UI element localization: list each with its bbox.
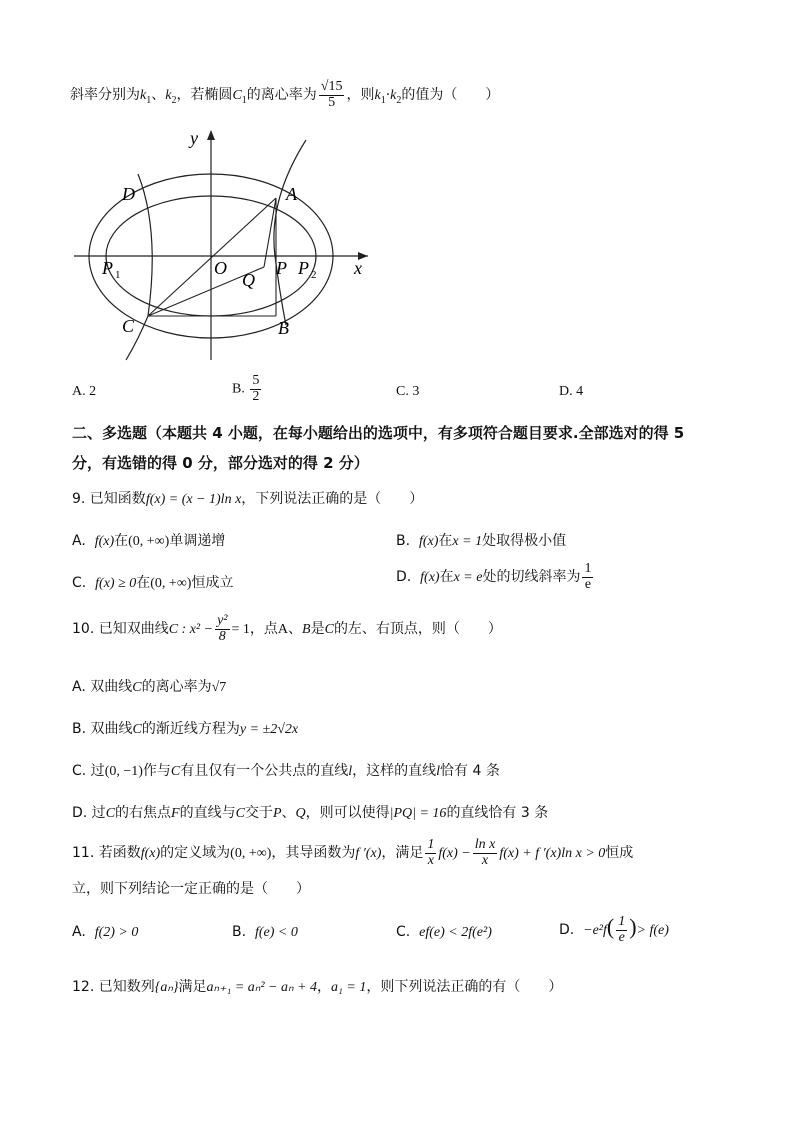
q9-option-d (396, 562, 595, 592)
q10-c-pt: (0, −1) (104, 764, 143, 779)
c1: C (232, 88, 242, 104)
q10-d-text5: ，则可以使得 (305, 805, 390, 821)
q9-option-b (396, 530, 566, 550)
q9-a-tail: 单调递增 (169, 533, 226, 549)
q8-stem-a: 斜率分别为 (70, 87, 140, 104)
q10-y-den: 8 (218, 628, 226, 644)
label-c: C (122, 316, 135, 336)
q10-b-val: y = ±2√2x (239, 722, 299, 737)
q11-text-b: ，其导函数为 (271, 845, 356, 862)
q11-d-label: D. (559, 922, 575, 938)
q11-d-a: −e²f (583, 923, 607, 938)
q9-a-label: A. (72, 533, 86, 549)
c1-sub: 1 (241, 94, 247, 106)
q11-a: f(2) > 0 (94, 925, 139, 940)
q9-b-f: f(x) (418, 534, 439, 549)
k1-sub: 1 (146, 94, 152, 106)
q11-d-num: 1 (618, 913, 626, 929)
q10-b-c: C (132, 722, 142, 737)
q11-frac2-num: ln x (474, 837, 496, 852)
q9-b-label: B. (396, 533, 411, 549)
q10-tail-b: 是 (310, 621, 325, 638)
q11-mid1: f(x) − (438, 846, 471, 862)
q10-c-c: C (170, 764, 181, 779)
q9-d-tail: 处的切线斜率为 (482, 569, 581, 586)
label-p: P (276, 258, 287, 278)
q9-d-label: D. (396, 569, 412, 586)
label-p1-sub: 1 (115, 269, 121, 281)
b-den: 2 (252, 388, 260, 404)
label-x: x (354, 258, 362, 278)
q11-dom: (0, +∞) (230, 846, 272, 862)
ellipse-diagram (68, 120, 378, 370)
q10-c-text2: 作与 (142, 763, 171, 779)
label-p1: P (102, 258, 113, 278)
q10-a-tail: 的离心率为 (141, 679, 212, 695)
label-a: A (286, 184, 297, 204)
q10-num: 10. 已知双曲线 (72, 621, 169, 638)
y-arrow (207, 130, 215, 140)
q10-d-f: F (171, 806, 180, 821)
q9-func: f(x) = (x − 1)ln x (145, 492, 242, 507)
q10-sep: 、 (288, 621, 303, 638)
q12-num: 12. 已知数列 (72, 979, 155, 995)
q9-a-text: 在 (114, 533, 129, 549)
ecc-num: √15 (320, 79, 343, 94)
q9-d-text: 在 (439, 569, 454, 586)
section2-line2: 分，有选错的得 0 分，部分选对的得 2 分） (72, 454, 369, 472)
k2b: k (390, 88, 397, 104)
k2-sub: 2 (171, 94, 177, 106)
q9-a-int: (0, +∞) (128, 534, 170, 549)
q10-pt-a: A (277, 622, 289, 638)
q12-init: a₁ = 1 (331, 980, 367, 995)
label-y: y (190, 128, 198, 148)
q11-option-c (396, 924, 492, 941)
k1b-sub: 1 (380, 94, 386, 106)
sep: 、 (151, 87, 166, 104)
q8-stem-e: 的值为（ ） (401, 87, 500, 104)
q11-fx: f(x) (140, 846, 161, 862)
q11-line2: 立，则下列结论一定正确的是（ ） (72, 881, 310, 897)
q12-stem (72, 976, 562, 996)
q11-a-label: A. (72, 924, 86, 940)
q10-c-text3: 有且仅有一个公共点的直线 (180, 763, 349, 779)
q10-d-val: |PQ| = 16 (389, 806, 447, 821)
q10-tail-c: 的左、右顶点，则（ ） (333, 621, 502, 638)
dot: · (385, 87, 391, 104)
right-curve (274, 140, 306, 325)
q10-c-l2: l (436, 764, 441, 779)
q9-c-f: f(x) ≥ 0 (95, 576, 137, 591)
k1b: k (374, 88, 381, 104)
q11-text-a: 的定义域为 (160, 845, 231, 862)
q8-option-d: D. 4 (559, 384, 584, 399)
q10-curve-a: C : x² − (168, 622, 214, 638)
q9-tail: ，下列说法正确的是（ ） (241, 491, 424, 507)
q9-d-cond: x = e (453, 570, 483, 586)
q10-d-text2: 的右焦点 (115, 805, 172, 821)
q10-option-d (72, 802, 548, 822)
q11-num: 11. 若函数 (72, 845, 141, 862)
q11-d-frac (616, 915, 627, 945)
q8-option-b (232, 374, 263, 404)
q8-option-b-label: B. (232, 381, 245, 397)
q11-option-a (72, 924, 138, 941)
q10-option-c (72, 760, 500, 780)
ecc-fraction (319, 80, 345, 110)
q10-d-c: C (105, 806, 116, 821)
label-d: D (122, 184, 135, 204)
k2b-sub: 2 (396, 94, 402, 106)
q8-stem-b: ，若椭圆 (176, 87, 233, 104)
q10-b-tail: 的渐近线方程为 (141, 721, 240, 737)
q9-b-tail: 处取得极小值 (482, 533, 567, 549)
label-p2: P (298, 258, 309, 278)
q10-option-a (72, 676, 226, 696)
ecc-den: 5 (328, 94, 336, 110)
q10-d-sep: 、 (281, 805, 296, 821)
q10-d-tail: 的直线恰有 3 条 (446, 805, 549, 821)
q11-c: ef(e) < 2f(e²) (419, 925, 492, 940)
k2: k (165, 88, 172, 104)
q9-c-label: C. (72, 575, 87, 591)
q11-mid2: f(x) + f ′(x)ln x > 0 (499, 846, 606, 862)
k1: k (140, 88, 147, 104)
q10-b-text: B. 双曲线 (72, 721, 133, 737)
q10-stem (72, 614, 502, 644)
q10-d-q: Q (295, 806, 306, 821)
q11-frac1-num: 1 (427, 837, 435, 852)
q9-c-text: 在 (136, 575, 151, 591)
q10-frac (215, 614, 229, 644)
q10-c: C (324, 622, 334, 638)
q10-a-val: √7 (211, 680, 227, 695)
q10-c-text: C. 过 (72, 763, 105, 779)
line-ca (148, 198, 276, 316)
q9-b-text: 在 (438, 533, 453, 549)
q10-d-c2: C (235, 806, 245, 821)
label-q: Q (242, 270, 255, 290)
q10-d-text3: 的直线与 (179, 805, 236, 821)
label-o: O (214, 258, 227, 278)
q12-tail: ，则下列说法正确的有（ ） (366, 979, 563, 995)
q12-rec: aₙ₊₁ = aₙ² − aₙ + 4 (206, 980, 318, 995)
q10-c-tail: 恰有 4 条 (440, 763, 500, 779)
label-p2-sub: 2 (311, 269, 317, 281)
q11-text-c: ，满足 (381, 845, 424, 862)
q11-frac2 (473, 838, 498, 868)
q11-option-b (232, 924, 298, 941)
q10-pt-b: B (302, 622, 311, 638)
q12-sep: ， (317, 979, 332, 995)
q8-stem (70, 80, 499, 111)
q10-d-text: D. 过 (72, 805, 106, 821)
q11-stem (72, 838, 633, 868)
q10-y-num: y² (217, 613, 228, 628)
q11-d-b: > f(e) (636, 923, 669, 938)
q8-stem-c: 的离心率为 (246, 87, 317, 104)
q11-fpx: f ′(x) (355, 846, 382, 862)
q10-tail-a: ，点 (249, 621, 278, 638)
q11-frac1-den: x (427, 852, 434, 868)
q9-b-cond: x = 1 (452, 534, 483, 549)
q10-d-text4: 交于 (244, 805, 273, 821)
q8-option-b-frac (250, 374, 261, 404)
q9-d-f: f(x) (420, 570, 440, 586)
q12-seq: {aₙ} (154, 980, 179, 995)
q9-d-frac (582, 562, 593, 592)
q9-c-int: (0, +∞) (150, 576, 192, 591)
q9-d-den: e (584, 576, 592, 592)
q9-a-f: f(x) (94, 534, 115, 549)
section2-line1: 二、多选题（本题共 4 小题，在每小题给出的选项中，有多项符合题目要求.全部选对的得 5 (72, 424, 685, 442)
q11-d-den: e (618, 929, 625, 945)
q11-frac2-den: x (481, 852, 489, 868)
q10-c-text4: ，这样的直线 (352, 763, 437, 779)
q9-option-c (72, 572, 233, 592)
q11-b: f(e) < 0 (254, 925, 298, 940)
q9-num: 9. 已知函数 (72, 491, 146, 507)
q9-stem (72, 488, 423, 508)
label-b: B (278, 318, 289, 338)
q11-text-d: 恒成 (605, 845, 634, 862)
q10-d-p: P (272, 806, 282, 821)
q11-c-label: C. (396, 924, 411, 940)
q9-c-tail: 恒成立 (191, 575, 234, 591)
q10-a-c: C (132, 680, 142, 695)
q9-d-num: 1 (584, 561, 592, 576)
q11-b-label: B. (232, 924, 247, 940)
b-num: 5 (252, 373, 260, 388)
q8-stem-d: ，则 (346, 87, 375, 104)
q12-text-a: 满足 (178, 979, 207, 995)
q9-option-a (72, 530, 225, 550)
q10-a-text: A. 双曲线 (72, 679, 133, 695)
q8-option-a: A. 2 (72, 384, 97, 399)
q10-c-l: l (348, 764, 353, 779)
q11-frac1 (425, 838, 436, 868)
q10-curve-b: = 1 (231, 622, 250, 638)
q8-option-c: C. 3 (396, 384, 420, 399)
q10-option-b (72, 718, 298, 738)
q11-option-d: D. −e²f( $\frac{1}{e}$ )> f(e) (559, 913, 669, 945)
